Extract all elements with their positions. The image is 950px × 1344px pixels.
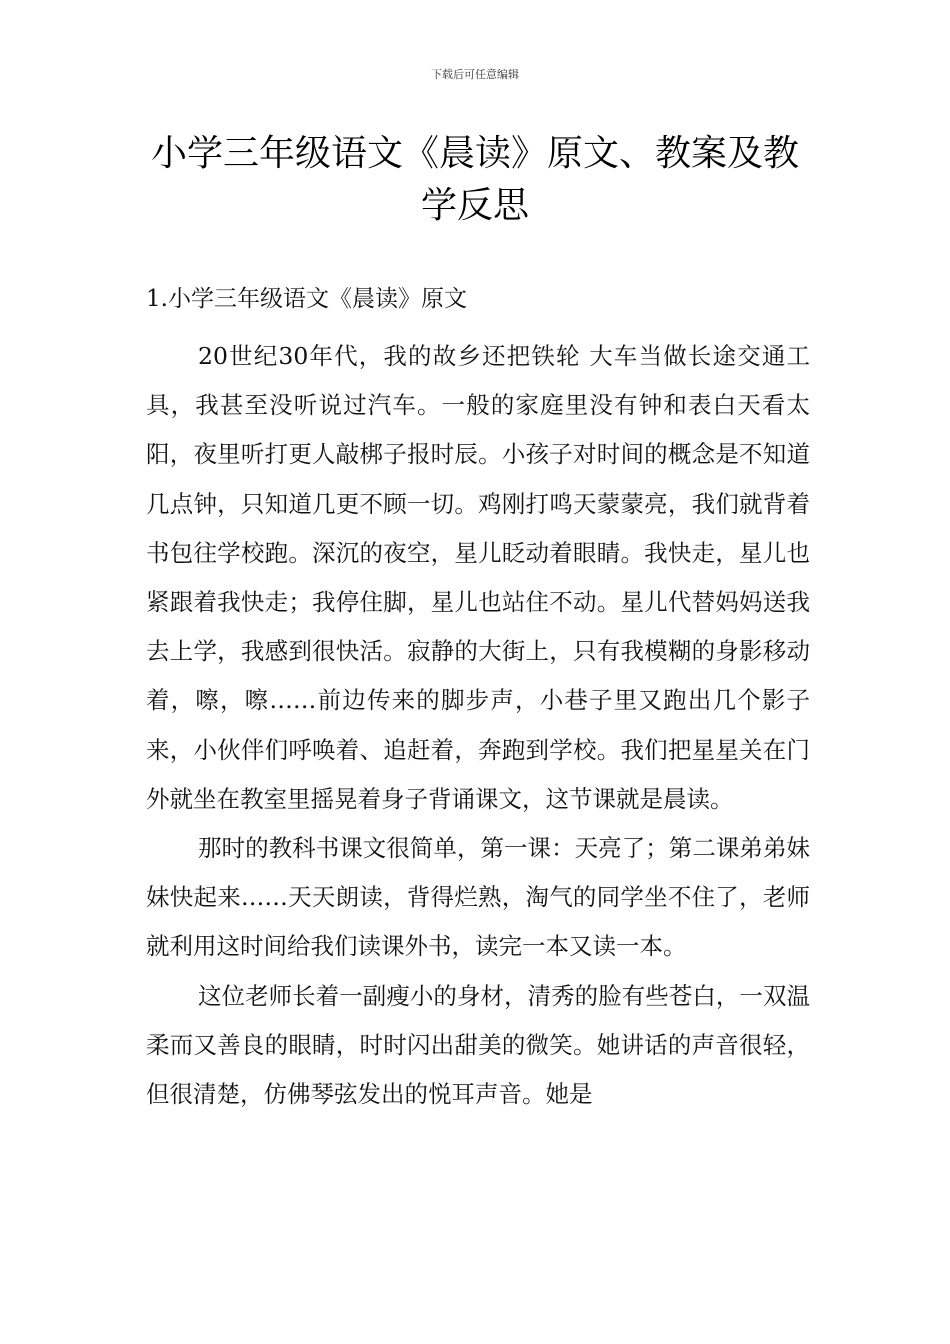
header-note: 下载后可任意编辑 (431, 68, 519, 81)
document-title: 小学三年级语文《晨读》原文、教案及教学反思 (150, 133, 799, 226)
paragraph-3: 这位老师长着一副瘦小的身材，清秀的脸有些苍白，一双温柔而又善良的眼睛，时时闪出甜美的微笑。她讲话的声音很轻，但很清楚，仿佛琴弦发出的悦耳声音。她是 (146, 981, 810, 1109)
section-heading: 1.小学三年级语文《晨读》原文 (146, 286, 467, 312)
paragraph-2: 那时的教科书课文很简单，第一课：天亮了；第二课弟弟妹妹快起来……天天朗读，背得烂熟，淘气的同学坐不住了，老师就利用这时间给我们读课外书，读完一本又读一本。 (146, 834, 810, 961)
paragraph-1: 20世纪30年代，我的故乡还把铁轮 大车当做长途交通工具，我甚至没听说过汽车。一般的家庭里没有钟和表白天看太阳，夜里听打更人敲梆子报时辰。小孩子对时间的概念是不知道几点钟，只知道几更不顾一切。鸡刚打鸣天蒙蒙亮，我们就背着书包往学校跑。深沉的夜空，星儿眨动着眼睛。我快走，星儿也紧跟着我快走；我停住脚，星儿也站住不动。星儿代替妈妈送我去上学，我感到很快活。寂静的大街上，只有我模糊的身影移动着，嚓，嚓……前边传来的脚步声，小巷子里又跑出几个影子来，小伙伴们呼唤着、追赶着，奔跑到学校。我们把星星关在门外就坐在教室里摇晃着身子背诵课文，这节课就是晨读。 (146, 342, 810, 813)
document-body (146, 332, 810, 1119)
